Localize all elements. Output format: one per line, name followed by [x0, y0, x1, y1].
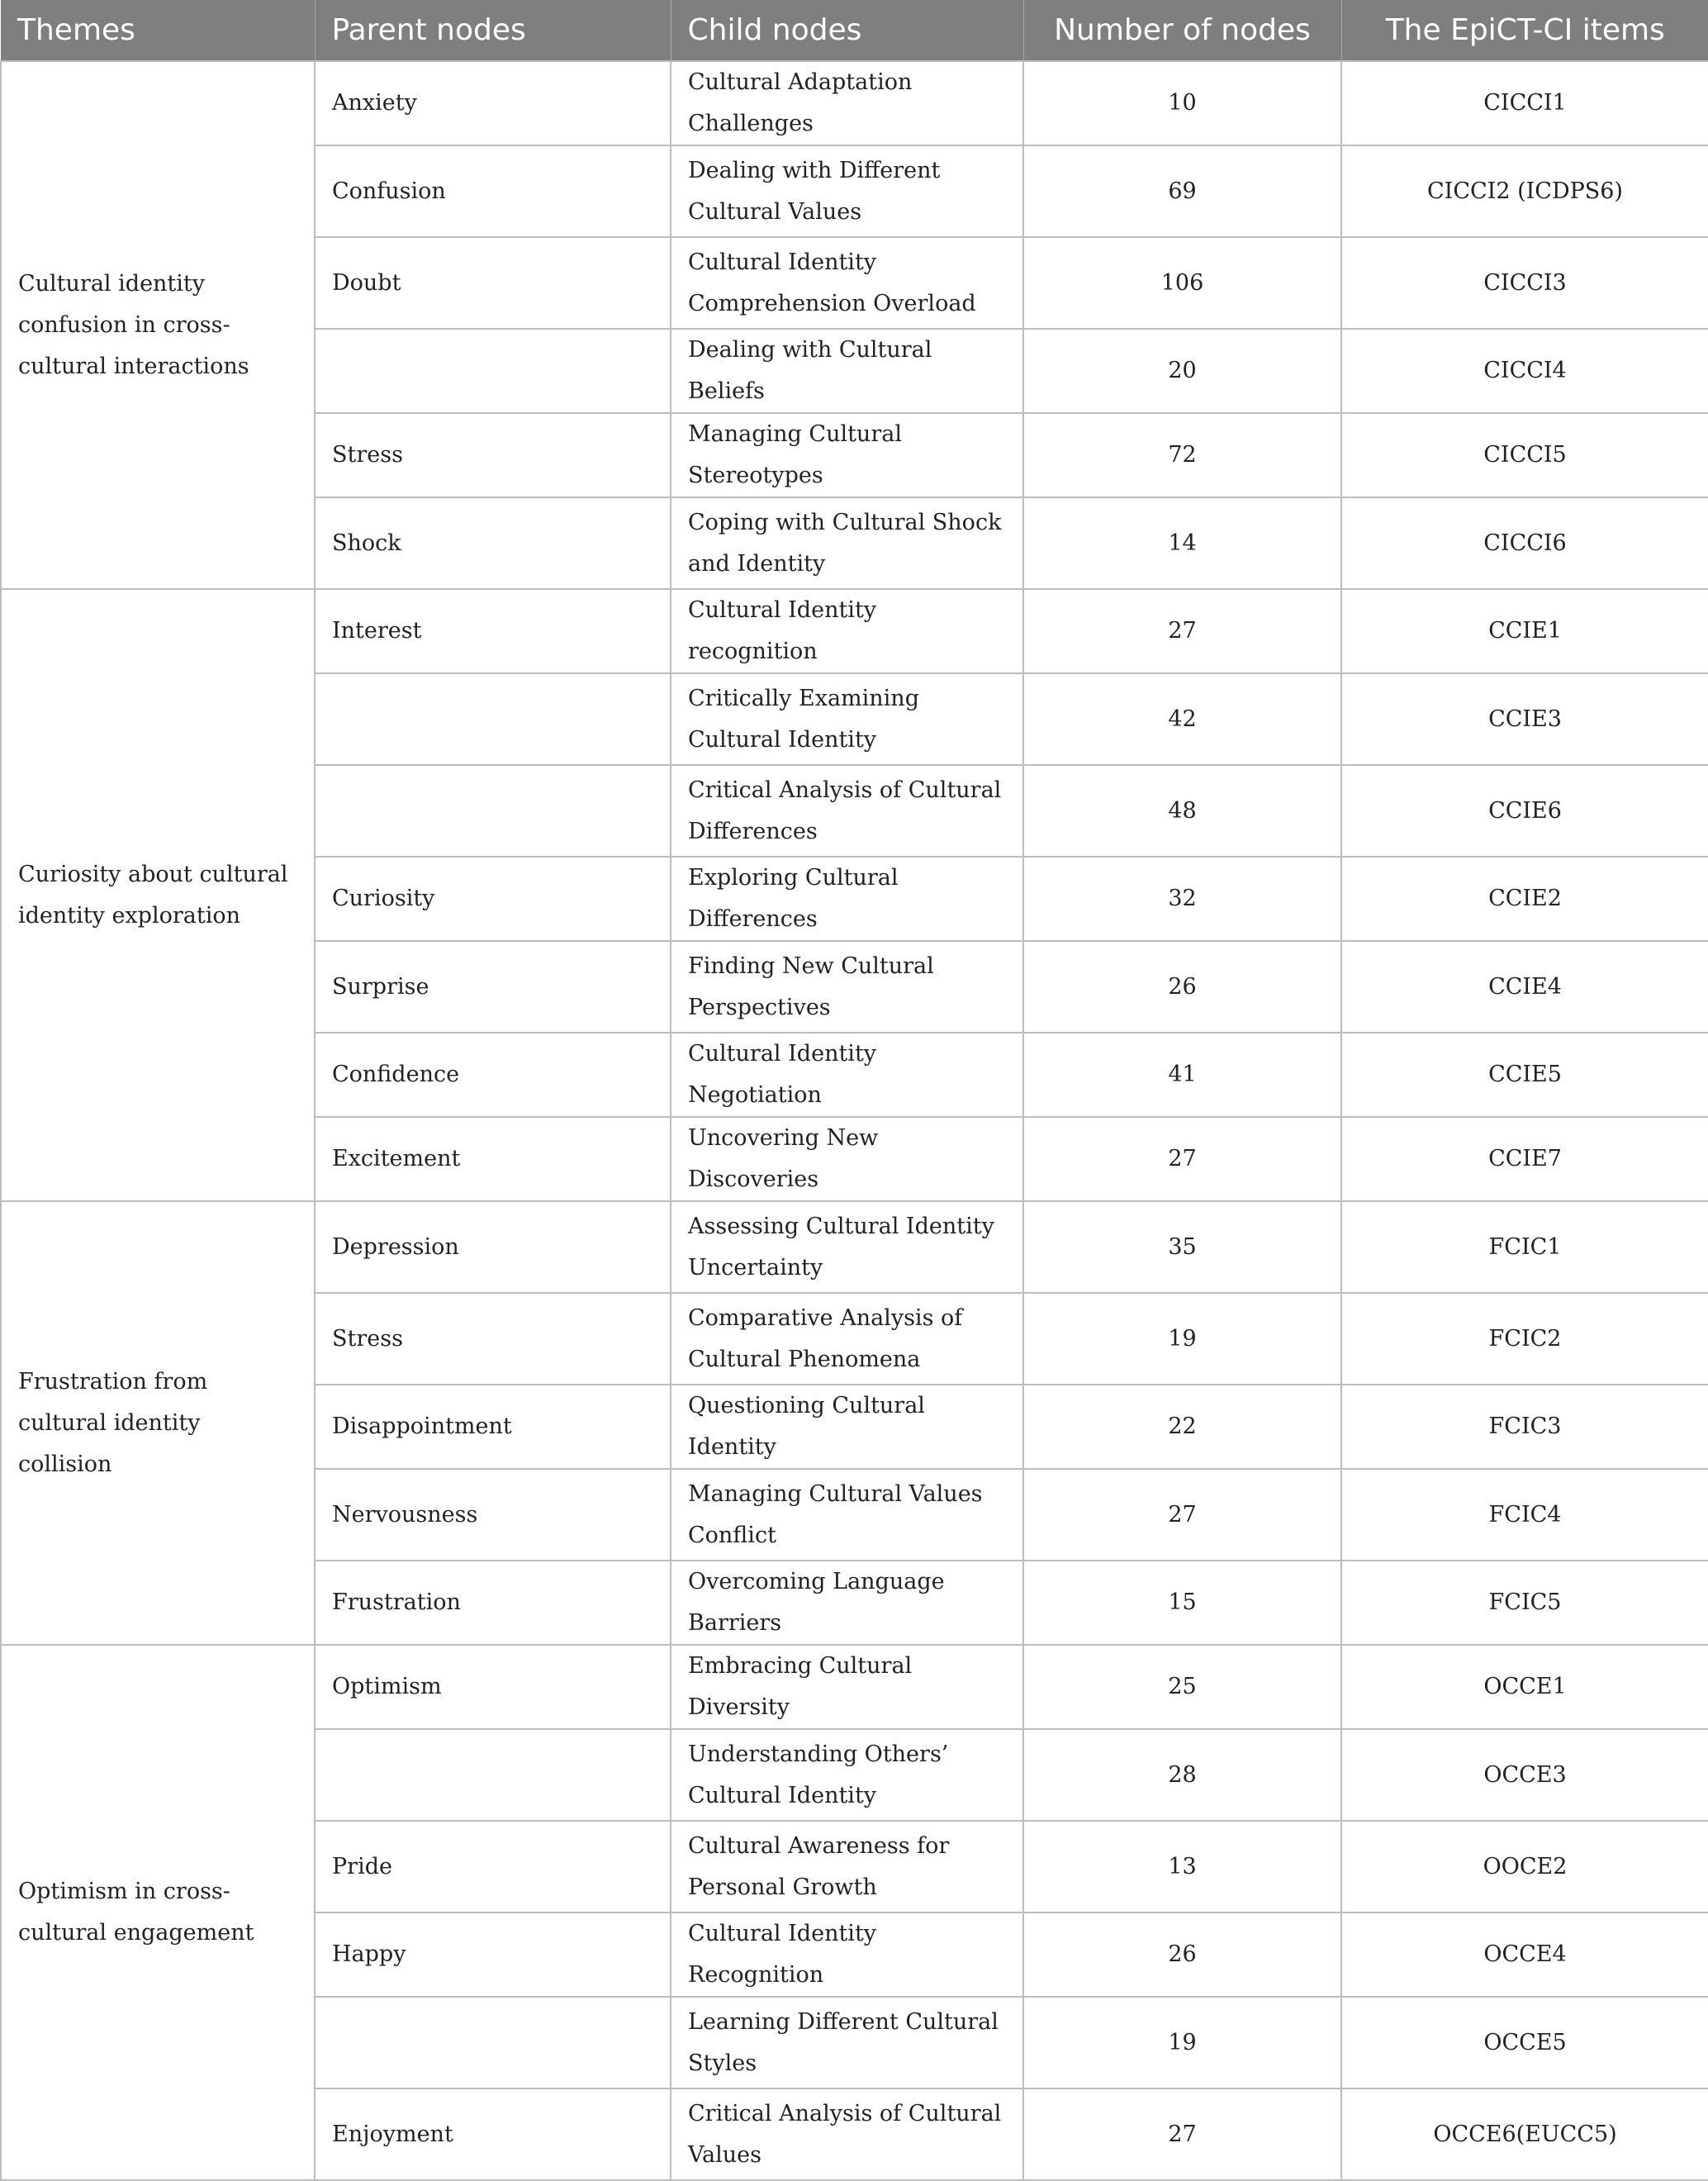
- header-number-of-nodes: Number of nodes: [1023, 0, 1341, 61]
- node-count-cell: 28: [1023, 1729, 1341, 1821]
- node-count-cell: 26: [1023, 1913, 1341, 1997]
- child-node-cell: Cultural Identity Recognition: [671, 1913, 1023, 1997]
- epict-item-cell: OCCE3: [1341, 1729, 1708, 1821]
- child-node-cell: Critical Analysis of Cultural Values: [671, 2088, 1023, 2180]
- parent-node-cell: Disappointment: [315, 1385, 671, 1469]
- child-node-cell: Questioning Cultural Identity: [671, 1385, 1023, 1469]
- node-count-cell: 27: [1023, 1469, 1341, 1561]
- node-count-cell: 72: [1023, 413, 1341, 497]
- child-node-cell: Cultural Identity Comprehension Overload: [671, 237, 1023, 329]
- node-count-cell: 22: [1023, 1385, 1341, 1469]
- child-node-cell: Managing Cultural Stereotypes: [671, 413, 1023, 497]
- child-node-cell: Embracing Cultural Diversity: [671, 1645, 1023, 1729]
- child-node-cell: Cultural Awareness for Personal Growth: [671, 1821, 1023, 1913]
- header-child-nodes: Child nodes: [671, 0, 1023, 61]
- header-epict-ci-items: The EpiCT-CI items: [1341, 0, 1708, 61]
- node-count-cell: 25: [1023, 1645, 1341, 1729]
- child-node-cell: Exploring Cultural Differences: [671, 857, 1023, 941]
- child-node-cell: Understanding Others’ Cultural Identity: [671, 1729, 1023, 1821]
- parent-node-cell: Frustration: [315, 1561, 671, 1645]
- parent-node-cell: Shock: [315, 497, 671, 589]
- parent-node-cell: [315, 765, 671, 857]
- epict-item-cell: OCCE4: [1341, 1913, 1708, 1997]
- node-count-cell: 27: [1023, 589, 1341, 673]
- node-count-cell: 19: [1023, 1997, 1341, 2088]
- child-node-cell: Learning Different Cultural Styles: [671, 1997, 1023, 2088]
- epict-item-cell: CICCI4: [1341, 329, 1708, 413]
- child-node-cell: Comparative Analysis of Cultural Phenomena: [671, 1293, 1023, 1385]
- child-node-cell: Assessing Cultural Identity Uncertainty: [671, 1201, 1023, 1293]
- node-count-cell: 27: [1023, 2088, 1341, 2180]
- parent-node-cell: [315, 1997, 671, 2088]
- table-header: [1, 0, 1708, 61]
- epict-item-cell: FCIC4: [1341, 1469, 1708, 1561]
- parent-node-cell: Confidence: [315, 1033, 671, 1117]
- epict-item-cell: CICCI5: [1341, 413, 1708, 497]
- node-count-cell: 42: [1023, 673, 1341, 765]
- parent-node-cell: [315, 1729, 671, 1821]
- child-node-cell: Dealing with Cultural Beliefs: [671, 329, 1023, 413]
- parent-node-cell: [315, 329, 671, 413]
- node-count-cell: 20: [1023, 329, 1341, 413]
- parent-node-cell: Curiosity: [315, 857, 671, 941]
- parent-node-cell: Optimism: [315, 1645, 671, 1729]
- theme-cell: Optimism in cross-cultural engagement: [1, 1645, 315, 2180]
- epict-item-cell: FCIC5: [1341, 1561, 1708, 1645]
- parent-node-cell: Depression: [315, 1201, 671, 1293]
- epict-item-cell: OCCE1: [1341, 1645, 1708, 1729]
- header-themes: Themes: [1, 0, 315, 61]
- child-node-cell: Finding New Cultural Perspectives: [671, 941, 1023, 1033]
- parent-node-cell: Stress: [315, 1293, 671, 1385]
- node-count-cell: 41: [1023, 1033, 1341, 1117]
- child-node-cell: Critically Examining Cultural Identity: [671, 673, 1023, 765]
- theme-cell: Cultural identity confusion in cross-cultural interactions: [1, 61, 315, 589]
- epict-item-cell: FCIC2: [1341, 1293, 1708, 1385]
- epict-item-cell: FCIC1: [1341, 1201, 1708, 1293]
- child-node-cell: Coping with Cultural Shock and Identity: [671, 497, 1023, 589]
- epict-item-cell: OCCE5: [1341, 1997, 1708, 2088]
- node-count-cell: 15: [1023, 1561, 1341, 1645]
- epict-item-cell: CICCI2 (ICDPS6): [1341, 145, 1708, 237]
- node-count-cell: 106: [1023, 237, 1341, 329]
- epict-item-cell: CCIE1: [1341, 589, 1708, 673]
- table-row: [1, 61, 1708, 145]
- node-count-cell: 10: [1023, 61, 1341, 145]
- parent-node-cell: [315, 673, 671, 765]
- epict-item-cell: CCIE7: [1341, 1117, 1708, 1201]
- node-count-cell: 26: [1023, 941, 1341, 1033]
- child-node-cell: Managing Cultural Values Conflict: [671, 1469, 1023, 1561]
- child-node-cell: Uncovering New Discoveries: [671, 1117, 1023, 1201]
- node-count-cell: 35: [1023, 1201, 1341, 1293]
- parent-node-cell: Anxiety: [315, 61, 671, 145]
- node-count-cell: 14: [1023, 497, 1341, 589]
- node-count-cell: 19: [1023, 1293, 1341, 1385]
- child-node-cell: Critical Analysis of Cultural Differences: [671, 765, 1023, 857]
- header-parent-nodes: Parent nodes: [315, 0, 671, 61]
- epict-item-cell: CICCI3: [1341, 237, 1708, 329]
- epict-item-cell: FCIC3: [1341, 1385, 1708, 1469]
- parent-node-cell: Pride: [315, 1821, 671, 1913]
- parent-node-cell: Happy: [315, 1913, 671, 1997]
- epict-item-cell: CCIE4: [1341, 941, 1708, 1033]
- child-node-cell: Cultural Identity recognition: [671, 589, 1023, 673]
- epict-item-cell: CICCI1: [1341, 61, 1708, 145]
- header-row: [1, 0, 1708, 61]
- table-body: [1, 61, 1708, 2180]
- child-node-cell: Cultural Identity Negotiation: [671, 1033, 1023, 1117]
- epict-item-cell: CCIE2: [1341, 857, 1708, 941]
- parent-node-cell: Confusion: [315, 145, 671, 237]
- node-count-cell: 32: [1023, 857, 1341, 941]
- parent-node-cell: Nervousness: [315, 1469, 671, 1561]
- table-row: [1, 1645, 1708, 1729]
- parent-node-cell: Excitement: [315, 1117, 671, 1201]
- parent-node-cell: Interest: [315, 589, 671, 673]
- parent-node-cell: Stress: [315, 413, 671, 497]
- theme-cell: Frustration from cultural identity collision: [1, 1201, 315, 1645]
- node-count-cell: 48: [1023, 765, 1341, 857]
- child-node-cell: Dealing with Different Cultural Values: [671, 145, 1023, 237]
- epict-item-cell: CCIE5: [1341, 1033, 1708, 1117]
- node-count-cell: 27: [1023, 1117, 1341, 1201]
- theme-cell: Curiosity about cultural identity exploration: [1, 589, 315, 1201]
- child-node-cell: Overcoming Language Barriers: [671, 1561, 1023, 1645]
- node-count-cell: 13: [1023, 1821, 1341, 1913]
- parent-node-cell: Doubt: [315, 237, 671, 329]
- parent-node-cell: Enjoyment: [315, 2088, 671, 2180]
- node-count-cell: 69: [1023, 145, 1341, 237]
- table-row: [1, 589, 1708, 673]
- epict-item-cell: CICCI6: [1341, 497, 1708, 589]
- child-node-cell: Cultural Adaptation Challenges: [671, 61, 1023, 145]
- epict-item-cell: CCIE6: [1341, 765, 1708, 857]
- table-row: [1, 1201, 1708, 1293]
- parent-node-cell: Surprise: [315, 941, 671, 1033]
- epict-item-cell: OCCE6(EUCC5): [1341, 2088, 1708, 2180]
- epict-item-cell: CCIE3: [1341, 673, 1708, 765]
- epict-item-cell: OOCE2: [1341, 1821, 1708, 1913]
